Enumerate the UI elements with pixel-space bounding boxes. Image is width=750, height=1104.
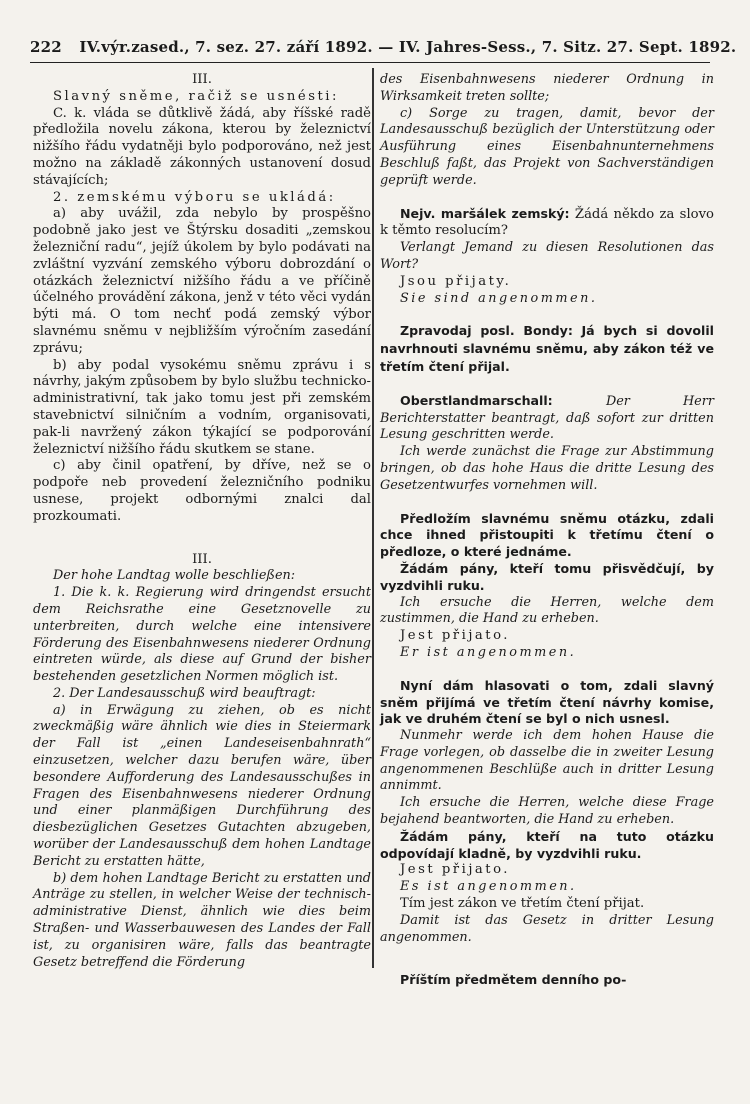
accepted-cz-1: Jsou přijaty. — [400, 273, 512, 289]
speaker-marshal: Nejv. maršálek zemský: — [400, 205, 570, 221]
page-number: 222 — [30, 38, 62, 56]
heading-de: III. — [192, 551, 212, 567]
question-2-de: Nunmehr werde ich dem hohen Hause die Frage vorlegen, ob dasselbe die in zweiter Lesung angenommenen Beschlüße auch in dritter Lesung annimmt. — [380, 728, 714, 794]
paragraph-de-2: 2. Der Landesausschuß wird beauftragt: — [53, 685, 316, 701]
speaker-reporter: Zpravodaj posl. Bondy: — [400, 323, 573, 339]
paragraph-de-2a: a) in Erwägung zu ziehen, ob es nicht zweckmäßig wäre ähnlich wie dies in Steiermark der Fall ist „einen Landeseisenbahnrath“ einzusetzen, welcher dazu berufen wäre, über besondere Aufforderung des Landesausschußes in Fragen des Eisenbahnwesens niederer Ordnung und einer planmäßigen Durchführung des diesbezüglichen Gesetzes Gutachten abzugeben, worüber der Landesausschuß dem hohen Landtage Bericht zu erstatten hätte, — [33, 702, 371, 869]
ober-text: Der Herr Berichterstatter beantragt, daß sofort zur dritten Lesung geschritten werde. — [380, 393, 714, 443]
reporter-text: Já bych si dovolil navrhnouti slavnému sněmu, aby zákon též ve třetím čtení přijal. — [380, 323, 714, 374]
accepted-de-2: Er ist angenommen. — [400, 644, 577, 660]
page-header — [30, 38, 737, 56]
question-2-cz-2: Žádám pány, kteří na tuto otázku odpovídají kladně, by vyzdvihli ruku. — [380, 828, 714, 861]
paragraph-cz-2a: a) aby uvážil, zda nebylo by prospěšno podobně jako jest ve Štýrsku dosaditi „zemskou železniční radu“, jejíž úkolem by bylo podávati na zvláštní vyzvání zemského výboru dobrozdání o otázkách železnictví nižšího řádu a ve příčině účelného provádění zákona, jenž v této věci vydán býti má. O tom nechť podá zemský výbor slavnému sněmu v nejbližším výročním zasedání zprávu; — [33, 206, 371, 356]
header-separator: — — [378, 38, 394, 56]
next-item: Příštím předmětem denního po- — [400, 972, 627, 988]
heading-cz: III. — [192, 72, 212, 87]
ober-text-2: Ich werde zunächst die Frage zur Abstimmung bringen, ob das hohe Haus die dritte Lesung des Gesetzentwurfes vornehmen will. — [380, 444, 714, 493]
continuation-de: des Eisenbahnwesens niederer Ordnung in Wirksamkeit treten sollte; — [380, 72, 714, 104]
header-czech: IV.výr.zased., 7. sez. 27. září 1892. — [79, 38, 373, 56]
paragraph-de-1: 1. Die k. k. Regierung wird dringendst ersucht dem Reichsrathe eine Gesetznovelle zu unterbreiten, durch welche eine intensivere Förderung des Eisenbahnwesens niederer Ordnung eintreten würde, als diese auf Grund der bisher bestehenden gesetzlichen Normen möglich ist. — [33, 585, 371, 685]
question-1-cz-2: Žádám pány, kteří tomu přisvědčují, by vyzdvihli ruku. — [380, 560, 714, 593]
accepted-de-1: Sie sind angenommen. — [400, 290, 598, 306]
paragraph-de-2c: c) Sorge zu tragen, damit, bevor der Landesausschuß bezüglich der Unterstützung oder Ausführung eines Eisenbahnunternehmens Beschluß faßt, das Projekt von Sachverständigen geprüft werde. — [380, 105, 714, 188]
accepted-cz-2: Jest přijato. — [400, 628, 510, 644]
paragraph-de-2b: b) dem hohen Landtage Bericht zu erstatten und Anträge zu stellen, in welcher Weise der technisch-administrative Dienst, ähnlich wie dies beim Straßen- und Wasserbauwesen des Landes der Fall ist, zu organisiren wäre, falls das beantragte Gesetz betreffend die Förderung — [33, 870, 371, 970]
accepted-de-3: Es ist angenommen. — [400, 879, 577, 895]
question-1-cz: Předložím slavnému sněmu otázku, zdali chce ihned přistoupiti k třetímu čtení o předloze, o které jednáme. — [380, 510, 714, 560]
marshal-question-de: Verlangt Jemand zu diesen Resolutionen das Wort? — [380, 240, 714, 272]
marshal-question: Žádá někdo za slovo k těmto resolucím? — [380, 206, 714, 239]
accepted-cz-3: Jest přijato. — [400, 862, 510, 878]
right-column — [380, 72, 714, 989]
question-2-cz: Nyní dám hlasovati o tom, zdali slavný sněm přijímá ve třetím čtení návrhy komise, jak ve druhém čtení se byl o nich usnesl. — [380, 677, 714, 727]
left-column — [33, 72, 371, 971]
speaker-oberstlandmarschall: Oberstlandmarschall: — [400, 392, 553, 408]
question-2-de-2: Ich ersuche die Herren, welche diese Frage bejahend beantworten, die Hand zu erheben. — [380, 795, 714, 828]
final-cz: Tím jest zákon ve třetím čtení přijat. — [400, 896, 645, 912]
paragraph-cz-2b: b) aby podal vysokému sněmu zprávu i s návrhy, jakým způsobem by bylo službu technicko-administrativní, tak jako tomu jest při zemském stavebnictví silničním a vodním, organisovati, pak-li navržený zákon týkající se podporování železnictví nižšího řádu skutkem se stane. — [33, 357, 371, 457]
paragraph-cz-2c: c) aby činil opatření, by dříve, než se o podpoře neb provedení železničního podniku usnese, projekt odbornými znalci dal prozkoumati. — [33, 458, 371, 524]
header-rule — [30, 62, 710, 63]
paragraph-cz-1: C. k. vláda se důtklivě žádá, aby říšské radě předložila novelu zákona, kterou by železnictví nižšího řádu vydatněji bylo podporováno, než jest možno na základě zákonných ustanovení dosud stávajících; — [33, 105, 371, 188]
header-german: IV. Jahres-Sess., 7. Sitz. 27. Sept. 1892. — [398, 38, 737, 56]
column-divider — [372, 68, 374, 968]
question-1-de: Ich ersuche die Herren, welche dem zustimmen, die Hand zu erheben. — [380, 594, 714, 627]
intro-cz: Slavný sněme, račiž se usnésti: — [53, 88, 339, 104]
paragraph-cz-2: 2. zemskému výboru se ukládá: — [53, 189, 336, 205]
intro-de: Der hohe Landtag wolle beschließen: — [53, 568, 296, 584]
final-de: Damit ist das Gesetz in dritter Lesung angenommen. — [380, 912, 714, 945]
